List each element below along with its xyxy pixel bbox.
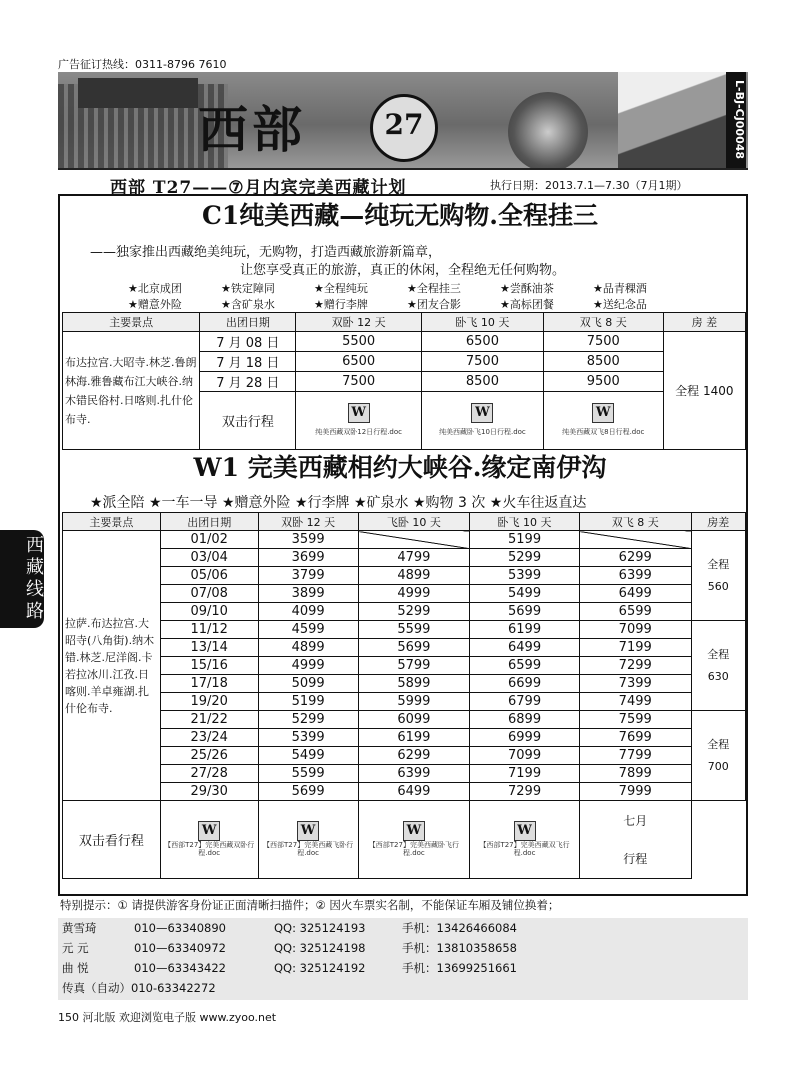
word-doc-icon: W — [514, 821, 536, 841]
brand-circle-badge: 27 — [370, 94, 438, 162]
price-cell: 5699 — [358, 639, 470, 657]
price-cell: 5499 — [470, 585, 580, 603]
col-header: 出团日期 — [160, 513, 258, 531]
price-cell: 6299 — [358, 747, 470, 765]
col-header: 房差 — [691, 513, 745, 531]
price-cell: 6499 — [358, 783, 470, 801]
date-cell: 27/28 — [160, 765, 258, 783]
itinerary-doc-link[interactable]: W 纯美西藏双飞8日行程.doc — [543, 392, 663, 450]
price-cell: 6599 — [579, 603, 691, 621]
col-header: 卧飞 10 天 — [470, 513, 580, 531]
ad-hotline: 广告征订热线：0311-8796 7610 — [58, 58, 227, 71]
table-row — [63, 603, 746, 621]
price-cell: 7899 — [579, 765, 691, 783]
table-row — [63, 765, 746, 783]
price-cell: 6499 — [579, 585, 691, 603]
feature: ★赠行李牌 — [314, 298, 368, 311]
price-cell: 7999 — [579, 783, 691, 801]
price-cell: 7299 — [470, 783, 580, 801]
side-tab-tibet-routes[interactable]: 西藏线路 — [0, 530, 44, 628]
price-cell: 6500 — [296, 352, 422, 372]
c1-subtitle-2: 让您享受真正的旅游，真正的休闲，全程绝无任何购物。 — [240, 263, 566, 278]
price-cell: 5899 — [358, 675, 470, 693]
price-cell: 6399 — [358, 765, 470, 783]
price-cell: 5199 — [258, 693, 358, 711]
col-header: 双卧 12 天 — [258, 513, 358, 531]
price-cell: 5500 — [296, 332, 422, 352]
col-header: 双飞 8 天 — [543, 313, 663, 332]
price-cell: 7499 — [579, 693, 691, 711]
date-cell: 25/26 — [160, 747, 258, 765]
col-header: 双飞 8 天 — [579, 513, 691, 531]
contact-row: 元 元 010—63340972 QQ: 325124198 手机：13810358658 — [62, 941, 517, 955]
col-header: 主要景点 — [63, 313, 200, 332]
col-header: 主要景点 — [63, 513, 161, 531]
date-cell: 05/06 — [160, 567, 258, 585]
feature: ★品青稞酒 — [593, 282, 647, 295]
feature: ★全程挂三 — [407, 282, 461, 295]
price-cell: 7299 — [579, 657, 691, 675]
price-cell: 6699 — [470, 675, 580, 693]
double-click-label: 双击看行程 — [63, 801, 161, 879]
price-cell: 6499 — [470, 639, 580, 657]
feature: ★团友合影 — [407, 298, 461, 311]
price-cell: 5099 — [258, 675, 358, 693]
feature: ★全程纯玩 — [314, 282, 368, 295]
date-cell: 7 月 18 日 — [200, 352, 296, 372]
price-cell — [358, 531, 470, 549]
price-cell: 5999 — [358, 693, 470, 711]
product-code: L-BJ-CJ00048 — [726, 72, 746, 168]
price-cell: 3799 — [258, 567, 358, 585]
c1-features-row1 — [128, 280, 686, 296]
table-row — [63, 585, 746, 603]
price-cell: 5699 — [258, 783, 358, 801]
date-cell: 19/20 — [160, 693, 258, 711]
table-row — [63, 729, 746, 747]
price-cell: 5299 — [358, 603, 470, 621]
price-cell: 5299 — [470, 549, 580, 567]
col-header: 卧飞 10 天 — [422, 313, 544, 332]
plan-title: 西部 T27——⑦月内宾完美西藏计划 — [110, 178, 407, 198]
date-cell: 17/18 — [160, 675, 258, 693]
price-cell: 8500 — [543, 352, 663, 372]
table-row — [63, 549, 746, 567]
table-row — [63, 531, 746, 549]
itinerary-doc-link[interactable]: W 【西部T27】完美西藏双卧行程.doc — [160, 801, 258, 879]
price-cell: 5499 — [258, 747, 358, 765]
col-header: 出团日期 — [200, 313, 296, 332]
price-cell: 7500 — [422, 352, 544, 372]
tibetan-girl-image — [618, 72, 728, 168]
table-row — [63, 783, 746, 801]
price-cell: 5699 — [470, 603, 580, 621]
price-cell: 8500 — [422, 372, 544, 392]
price-cell: 6099 — [358, 711, 470, 729]
date-cell: 15/16 — [160, 657, 258, 675]
col-header: 房 差 — [663, 313, 745, 332]
c1-price-table — [62, 312, 746, 450]
w1-features: ★派全陪 ★一车一导 ★赠意外险 ★行李牌 ★矿泉水 ★购物 3 次 ★火车往返直达 — [90, 495, 587, 511]
july-itinerary-cell: 七月 行程 — [579, 801, 691, 879]
price-cell: 7500 — [543, 332, 663, 352]
w1-spots: 拉萨.布达拉宫.大昭寺(八角街).纳木错.林芝.尼洋阁.卡若拉冰川.江孜.日喀则.羊卓雍湖.扎什伦布寺. — [63, 531, 161, 801]
price-cell: 5399 — [258, 729, 358, 747]
date-cell: 03/04 — [160, 549, 258, 567]
col-header: 飞卧 10 天 — [358, 513, 470, 531]
fax-line: 传真（自动）010-63342272 — [62, 981, 216, 995]
table-row — [63, 711, 746, 729]
table-row — [63, 693, 746, 711]
price-cell: 4999 — [358, 585, 470, 603]
price-cell: 6899 — [470, 711, 580, 729]
dharma-wheel-image — [508, 92, 588, 170]
price-cell: 7199 — [579, 639, 691, 657]
price-cell: 6500 — [422, 332, 544, 352]
price-cell: 6599 — [470, 657, 580, 675]
word-doc-icon: W — [198, 821, 220, 841]
price-cell: 6199 — [470, 621, 580, 639]
price-cell — [579, 531, 691, 549]
room-diff-group: 全程 630 — [691, 621, 745, 711]
table-row — [63, 675, 746, 693]
itinerary-doc-link[interactable]: W 【西部T27】完美西藏飞卧行程.doc — [258, 801, 358, 879]
c1-title: C1纯美西藏—纯玩无购物.全程挂三 — [202, 201, 598, 230]
feature: ★北京成团 — [128, 282, 182, 295]
c1-spots: 布达拉宫.大昭寺.林芝.鲁朗林海.雅鲁藏布江大峡谷.纳木错民俗村.日喀则.扎什伦布寺. — [63, 332, 200, 450]
room-diff-group: 全程 560 — [691, 531, 745, 621]
table-row — [63, 621, 746, 639]
price-cell: 7599 — [579, 711, 691, 729]
word-doc-icon: W — [297, 821, 319, 841]
date-cell: 09/10 — [160, 603, 258, 621]
price-cell: 5599 — [358, 621, 470, 639]
date-cell: 11/12 — [160, 621, 258, 639]
date-cell: 21/22 — [160, 711, 258, 729]
price-cell: 7699 — [579, 729, 691, 747]
execution-date: 执行日期：2013.7.1—7.30（7月1期） — [490, 179, 688, 192]
date-cell: 01/02 — [160, 531, 258, 549]
page-footer: 150 河北版 欢迎浏览电子版 www.zyoo.net — [58, 1011, 277, 1024]
feature: ★高标团餐 — [500, 298, 554, 311]
c1-features-row2 — [128, 296, 686, 312]
price-cell: 5299 — [258, 711, 358, 729]
word-doc-icon: W — [348, 403, 370, 423]
contacts-panel — [58, 918, 748, 1000]
header-banner — [58, 72, 748, 170]
price-cell: 5399 — [470, 567, 580, 585]
date-cell: 13/14 — [160, 639, 258, 657]
price-cell: 9500 — [543, 372, 663, 392]
room-diff-group: 全程 700 — [691, 711, 745, 801]
price-cell: 3699 — [258, 549, 358, 567]
feature: ★尝酥油茶 — [500, 282, 554, 295]
w1-title: W1 完美西藏相约大峡谷.缘定南伊沟 — [193, 453, 607, 482]
c1-room-diff: 全程 1400 — [663, 332, 745, 450]
price-cell: 7500 — [296, 372, 422, 392]
contact-row: 曲 悦 010—63343422 QQ: 325124192 手机：13699251661 — [62, 961, 517, 975]
table-row — [63, 657, 746, 675]
price-cell: 3599 — [258, 531, 358, 549]
word-doc-icon: W — [403, 821, 425, 841]
w1-price-table — [62, 512, 746, 879]
table-row — [63, 567, 746, 585]
price-cell: 7799 — [579, 747, 691, 765]
word-doc-icon: W — [471, 403, 493, 423]
itinerary-doc-link[interactable]: W 【西部T27】完美西藏卧飞行程.doc — [358, 801, 470, 879]
price-cell: 6399 — [579, 567, 691, 585]
price-cell: 7399 — [579, 675, 691, 693]
col-header: 双卧 12 天 — [296, 313, 422, 332]
itinerary-doc-link[interactable]: W 【西部T27】完美西藏双飞行程.doc — [470, 801, 580, 879]
date-cell: 29/30 — [160, 783, 258, 801]
price-cell: 6299 — [579, 549, 691, 567]
palace-roof-image — [78, 78, 198, 108]
price-cell: 4999 — [258, 657, 358, 675]
c1-subtitle-1: ——独家推出西藏绝美纯玩，无购物，打造西藏旅游新篇章， — [90, 245, 442, 260]
price-cell: 4099 — [258, 603, 358, 621]
itinerary-doc-link[interactable]: W 纯美西藏卧飞10日行程.doc — [422, 392, 544, 450]
price-cell: 6799 — [470, 693, 580, 711]
price-cell: 7099 — [470, 747, 580, 765]
price-cell: 6999 — [470, 729, 580, 747]
price-cell: 5799 — [358, 657, 470, 675]
contact-row: 黄雪琦 010—63340890 QQ: 325124193 手机：13426466084 — [62, 921, 517, 935]
price-cell: 5199 — [470, 531, 580, 549]
price-cell: 4899 — [358, 567, 470, 585]
feature: ★送纪念品 — [593, 298, 647, 311]
date-cell: 7 月 28 日 — [200, 372, 296, 392]
price-cell: 6199 — [358, 729, 470, 747]
price-cell: 4599 — [258, 621, 358, 639]
price-cell: 5599 — [258, 765, 358, 783]
word-doc-icon: W — [592, 403, 614, 423]
table-row — [63, 639, 746, 657]
special-notice: 特别提示：① 请提供游客身份证正面清晰扫描件；② 因火车票实名制，不能保证车厢及铺位换着； — [60, 898, 560, 912]
price-cell: 4799 — [358, 549, 470, 567]
brand-logo: 西部 — [198, 100, 306, 159]
feature: ★含矿泉水 — [221, 298, 275, 311]
feature: ★赠意外险 — [128, 298, 182, 311]
itinerary-doc-link[interactable]: W 纯美西藏双卧12日行程.doc — [296, 392, 422, 450]
table-row — [63, 747, 746, 765]
price-cell: 3899 — [258, 585, 358, 603]
price-cell: 7199 — [470, 765, 580, 783]
date-cell: 07/08 — [160, 585, 258, 603]
double-click-label: 双击行程 — [200, 392, 296, 450]
feature: ★铁定障同 — [221, 282, 275, 295]
price-cell: 7099 — [579, 621, 691, 639]
price-cell: 4899 — [258, 639, 358, 657]
date-cell: 23/24 — [160, 729, 258, 747]
date-cell: 7 月 08 日 — [200, 332, 296, 352]
